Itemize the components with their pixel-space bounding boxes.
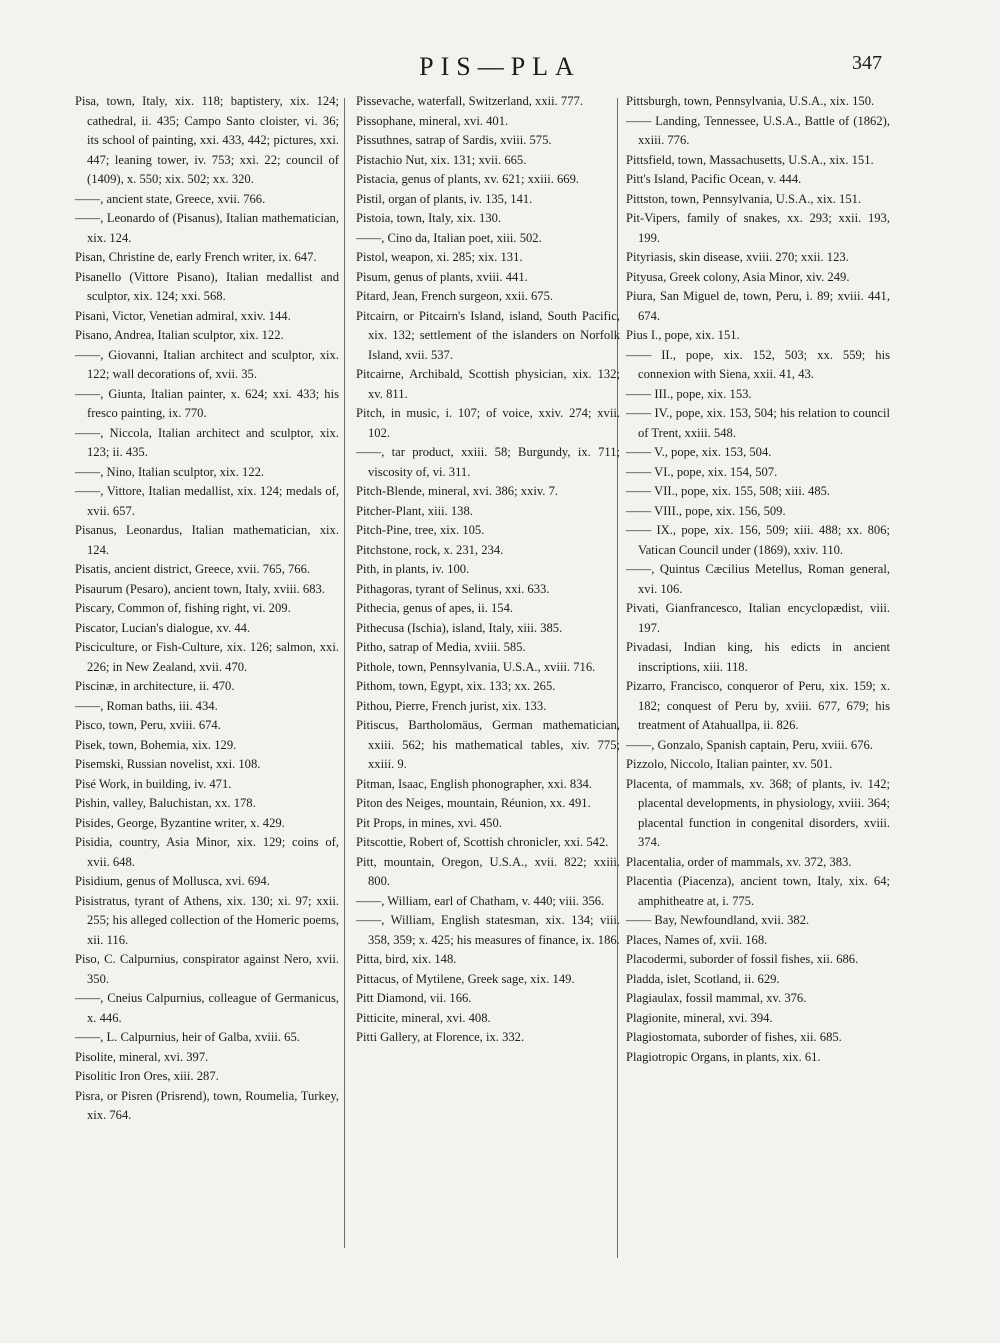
index-entry: Piso, C. Calpurnius, conspirator against Nero, xvii. 350. [75, 952, 339, 986]
index-entry: ——, William, English statesman, xix. 134; viii. 358, 359; x. 425; his measures of finance, ix. 186. [356, 913, 620, 947]
index-entry: ——, L. Calpurnius, heir of Galba, xviii. 65. [75, 1030, 300, 1044]
index-entry: Pisek, town, Bohemia, xix. 129. [75, 737, 237, 752]
index-entry: ——, Giovanni, Italian architect and sculptor, xix. 122; wall decorations of, xvii. 35. [75, 347, 339, 381]
index-entry: Pistoia, town, Italy, xix. 130. [356, 211, 502, 225]
index-entry: Pithom, town, Egypt, xix. 133; xx. 265. [356, 679, 556, 693]
index-entry: Pisé Work, in building, iv. 471. [75, 776, 232, 791]
index-entry: Pisan, Christine de, early French writer, ix. 647. [75, 250, 317, 264]
index-entry: ——, Giunta, Italian painter, x. 624; xxi. 433; his fresco painting, ix. 770. [75, 386, 339, 420]
index-entry: Pisolite, mineral, xvi. 397. [75, 1049, 209, 1064]
index-entry: Pitcairn, or Pitcairn's Island, island, South Pacific, xix. 132; settlement of the islanders on Norfolk Island, xvii. 537. [356, 308, 620, 362]
index-entry: Pladda, islet, Scotland, ii. 629. [626, 971, 780, 986]
index-entry: ——, Vittore, Italian medallist, xix. 124; medals of, xvii. 657. [75, 484, 339, 518]
index-entry: Pius I., pope, xix. 151. [626, 328, 740, 342]
index-entry: Pithagoras, tyrant of Selinus, xxi. 633. [356, 581, 550, 596]
index-entry: —— III., pope, xix. 153. [626, 386, 752, 401]
index-entry: Pitscottie, Robert of, Scottish chronicler, xxi. 542. [356, 835, 609, 849]
page-number: 347 [852, 52, 882, 74]
index-entry: Pitticite, mineral, xvi. 408. [356, 1010, 491, 1025]
index-column-2 [356, 92, 620, 1048]
index-entry: ——, Roman baths, iii. 434. [75, 698, 218, 713]
index-entry: Pisa, town, Italy, xix. 118; baptistery, xix. 124; cathedral, ii. 435; Campo Santo cloister, vi. 36; its school of painting, xxi. 433, 442; pictures, xxi. 447; leaning tower, iv. 753; xxi. 22; council of (1409), x. 550; xix. 502; xx. 320. [75, 94, 339, 186]
index-entry: —— IX., pope, xix. 156, 509; xiii. 488; xx. 806; Vatican Council under (1869), xxiv. 110. [626, 523, 890, 557]
index-entry: Piscinæ, in architecture, ii. 470. [75, 679, 235, 693]
index-entry: ——, ancient state, Greece, xvii. 766. [75, 191, 266, 206]
index-entry: Piscary, Common of, fishing right, vi. 209. [75, 601, 291, 615]
index-entry: Pit-Vipers, family of snakes, xx. 293; xxii. 193, 199. [626, 211, 890, 245]
index-entry: Placentia (Piacenza), ancient town, Italy, xix. 64; amphitheatre at, i. 775. [626, 874, 890, 908]
index-entry: —— II., pope, xix. 152, 503; xx. 559; his connexion with Siena, xxii. 41, 43. [626, 347, 890, 381]
index-entry: —— Landing, Tennessee, U.S.A., Battle of (1862), xxiii. 776. [626, 113, 890, 147]
index-entry: Pittston, town, Pennsylvania, U.S.A., xix. 151. [626, 191, 862, 206]
index-entry: Pitch, in music, i. 107; of voice, xxiv. 274; xvii. 102. [356, 406, 620, 440]
index-entry: Pisum, genus of plants, xviii. 441. [356, 269, 528, 284]
index-entry: Pisides, George, Byzantine writer, x. 429. [75, 815, 285, 830]
index-entry: ——, Gonzalo, Spanish captain, Peru, xviii. 676. [626, 737, 873, 752]
index-entry: Plagiaulax, fossil mammal, xv. 376. [626, 991, 807, 1005]
index-entry: Pivati, Gianfrancesco, Italian encyclopædist, viii. 197. [626, 601, 890, 635]
index-entry: Pitcher-Plant, xiii. 138. [356, 503, 473, 518]
index-entry: Pisemski, Russian novelist, xxi. 108. [75, 757, 261, 771]
index-entry: Pityriasis, skin disease, xviii. 270; xxii. 123. [626, 250, 849, 264]
index-entry: —— IV., pope, xix. 153, 504; his relation to council of Trent, xxiii. 548. [626, 406, 890, 440]
index-entry: Pisaurum (Pesaro), ancient town, Italy, xviii. 683. [75, 581, 325, 596]
index-entry: Pisano, Andrea, Italian sculptor, xix. 122. [75, 328, 284, 342]
index-entry: Pisidia, country, Asia Minor, xix. 129; coins of, xvii. 648. [75, 835, 339, 869]
index-entry: Pitt's Island, Pacific Ocean, v. 444. [626, 172, 802, 186]
index-entry: Pitt, mountain, Oregon, U.S.A., xvii. 822; xxiii. 800. [356, 854, 620, 888]
index-entry: Pizzolo, Niccolo, Italian painter, xv. 501. [626, 757, 833, 771]
page-title: PIS—PLA [419, 52, 581, 81]
index-entry: Pistil, organ of plants, iv. 135, 141. [356, 191, 533, 206]
index-entry: Piscator, Lucian's dialogue, xv. 44. [75, 620, 251, 635]
index-entry: Pithecia, genus of apes, ii. 154. [356, 601, 514, 615]
index-entry: —— V., pope, xix. 153, 504. [626, 445, 772, 459]
index-entry: Plagiostomata, suborder of fishes, xii. 685. [626, 1030, 842, 1044]
index-entry: Pitard, Jean, French surgeon, xxii. 675. [356, 289, 554, 303]
index-entry: Pivadasi, Indian king, his edicts in ancient inscriptions, xiii. 118. [626, 640, 890, 674]
index-entry: Plagionite, mineral, xvi. 394. [626, 1010, 773, 1025]
index-entry: Plagiotropic Organs, in plants, xix. 61. [626, 1049, 821, 1064]
index-entry: ——, Nino, Italian sculptor, xix. 122. [75, 464, 265, 479]
index-entry: ——, Cneius Calpurnius, colleague of Germanicus, x. 446. [75, 991, 339, 1025]
index-entry: Pitman, Isaac, English phonographer, xxi. 834. [356, 776, 592, 791]
page-header [0, 50, 1000, 84]
index-entry: Pizarro, Francisco, conqueror of Peru, xix. 159; x. 182; conquest of Peru by, xviii. 677, 679; his treatment of Atahuallpa, ii. 826. [626, 679, 890, 732]
index-entry: —— VI., pope, xix. 154, 507. [626, 464, 778, 479]
index-entry: Pitch-Pine, tree, xix. 105. [356, 523, 485, 537]
index-entry: Pittacus, of Mytilene, Greek sage, xix. 149. [356, 971, 575, 986]
index-entry: Pit Props, in mines, xvi. 450. [356, 815, 502, 830]
index-entry: Pitch-Blende, mineral, xvi. 386; xxiv. 7. [356, 484, 559, 498]
index-entry: —— VII., pope, xix. 155, 508; xiii. 485. [626, 484, 831, 498]
index-entry: Placenta, of mammals, xv. 368; of plants, iv. 142; placental developments, in physiology, xviii. 364; placental function in congenital disorders, xviii. 374. [626, 776, 890, 849]
index-entry: Pisistratus, tyrant of Athens, xix. 130; xi. 97; xxii. 255; his alleged collection of the Homeric poems, xii. 116. [75, 893, 339, 947]
index-entry: Pithou, Pierre, French jurist, xix. 133. [356, 698, 547, 713]
index-entry: ——, Cino da, Italian poet, xiii. 502. [356, 230, 542, 245]
index-entry: Piura, San Miguel de, town, Peru, i. 89; xviii. 441, 674. [626, 289, 890, 323]
column-rule-1 [344, 98, 345, 1248]
index-entry: Pisco, town, Peru, xviii. 674. [75, 718, 221, 732]
index-entry: Pithole, town, Pennsylvania, U.S.A., xviii. 716. [356, 659, 596, 674]
index-column-3 [626, 92, 890, 1067]
index-entry: Pittsburgh, town, Pennsylvania, U.S.A., xix. 150. [626, 94, 875, 108]
index-entry: Pitiscus, Bartholomäus, German mathematician, xxiii. 562; his mathematical tables, xiv. 775; xxiii. 9. [356, 718, 620, 771]
index-entry: Pistol, weapon, xi. 285; xix. 131. [356, 250, 523, 264]
index-entry: ——, Niccola, Italian architect and sculptor, xix. 123; ii. 435. [75, 425, 339, 459]
index-entry: —— Bay, Newfoundland, xvii. 382. [626, 913, 810, 927]
index-entry: Pityusa, Greek colony, Asia Minor, xiv. 249. [626, 269, 850, 284]
index-entry: Pitcairne, Archibald, Scottish physician, xix. 132; xv. 811. [356, 367, 620, 401]
index-entry: Pissuthnes, satrap of Sardis, xviii. 575. [356, 133, 552, 147]
index-entry: Pisanus, Leonardus, Italian mathematician, xix. 124. [75, 523, 339, 557]
index-entry: Pishin, valley, Baluchistan, xx. 178. [75, 796, 256, 810]
index-entry: Pith, in plants, iv. 100. [356, 562, 470, 576]
index-entry: ——, Quintus Cæcilius Metellus, Roman general, xvi. 106. [626, 562, 890, 596]
index-entry: ——, tar product, xxiii. 58; Burgundy, ix. 711; viscosity of, vi. 311. [356, 445, 620, 479]
index-entry: Pisciculture, or Fish-Culture, xix. 126; salmon, xxi. 226; in New Zealand, xvii. 470. [75, 640, 339, 674]
index-entry: ——, Leonardo of (Pisanus), Italian mathematician, xix. 124. [75, 211, 339, 245]
index-entry: Pistachio Nut, xix. 131; xvii. 665. [356, 152, 527, 167]
index-entry: Pitti Gallery, at Florence, ix. 332. [356, 1030, 525, 1044]
index-entry: Pitchstone, rock, x. 231, 234. [356, 542, 504, 557]
index-entry: Pissevache, waterfall, Switzerland, xxii. 777. [356, 94, 583, 108]
index-entry: Places, Names of, xvii. 168. [626, 932, 768, 947]
index-column-1 [75, 92, 339, 1126]
index-entry: Pithecusa (Ischia), island, Italy, xiii. 385. [356, 620, 563, 635]
index-entry: Pisatis, ancient district, Greece, xvii. 765, 766. [75, 562, 311, 576]
index-entry: Pissophane, mineral, xvi. 401. [356, 113, 509, 128]
index-entry: Placentalia, order of mammals, xv. 372, 383. [626, 854, 852, 869]
index-entry: ——, William, earl of Chatham, v. 440; viii. 356. [356, 893, 605, 908]
index-entry: —— VIII., pope, xix. 156, 509. [626, 503, 786, 518]
index-entry: Pisolitic Iron Ores, xiii. 287. [75, 1069, 219, 1083]
index-entry: Piton des Neiges, mountain, Réunion, xx. 491. [356, 796, 591, 810]
index-entry: Pitta, bird, xix. 148. [356, 952, 457, 966]
index-entry: Pisra, or Pisren (Prisrend), town, Roumelia, Turkey, xix. 764. [75, 1088, 339, 1122]
index-entry: Pisani, Victor, Venetian admiral, xxiv. 144. [75, 308, 291, 323]
index-entry: Pitho, satrap of Media, xviii. 585. [356, 640, 526, 654]
index-entry: Placodermi, suborder of fossil fishes, xii. 686. [626, 952, 859, 966]
index-entry: Pisidium, genus of Mollusca, xvi. 694. [75, 874, 270, 888]
index-entry: Pistacia, genus of plants, xv. 621; xxiii. 669. [356, 172, 580, 186]
index-entry: Pisanello (Vittore Pisano), Italian medallist and sculptor, xix. 124; xxi. 568. [75, 269, 339, 303]
index-entry: Pittsfield, town, Massachusetts, U.S.A., xix. 151. [626, 152, 874, 167]
index-entry: Pitt Diamond, vii. 166. [356, 991, 472, 1005]
